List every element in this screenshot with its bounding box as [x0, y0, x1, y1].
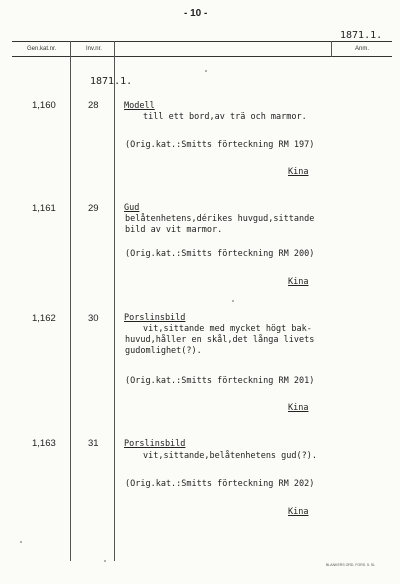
entry-origin: Kina [288, 507, 309, 517]
entry-origin: Kina [288, 403, 309, 413]
gen-kat-number: 1,162 [32, 313, 56, 324]
printer-footer: BLANKERS ORD. FORS. 5. SL [326, 563, 376, 567]
inv-number: 28 [88, 100, 99, 111]
entry-reference: (Orig.kat.:Smitts förteckning RM 201) [125, 376, 315, 386]
speck [232, 300, 234, 302]
entry-reference: (Orig.kat.:Smitts förteckning RM 202) [125, 479, 315, 489]
speck [205, 70, 207, 72]
gen-kat-number: 1,160 [32, 100, 56, 111]
entry-title: Gud [124, 203, 140, 213]
entry-description-line: till ett bord,av trä och marmor. [143, 112, 307, 122]
entry-title: Porslinsbild [124, 313, 186, 323]
page-number: - 10 - [184, 8, 208, 19]
gen-kat-number: 1,163 [32, 438, 56, 449]
entry-reference: (Orig.kat.:Smitts förteckning RM 197) [125, 140, 315, 150]
speck [20, 541, 22, 543]
inv-number: 31 [88, 438, 99, 449]
entry-description-line: belåtenhetens,dérikes huvgud,sittande [125, 214, 315, 224]
entry-description-line: gudomlighet(?). [125, 346, 202, 356]
entry-title: Modell [124, 101, 155, 111]
entry-origin: Kina [288, 167, 309, 177]
entry-description-line: vit,sittande,belåtenhetens gud(?). [143, 451, 317, 461]
col-header-gen-kat: Gen.kat.nr. [27, 46, 57, 52]
col-header-anm: Anm. [355, 46, 370, 52]
inv-number: 30 [88, 313, 99, 324]
year-header: 1871.1. [340, 30, 383, 41]
col-header-inv: Inv.nr. [86, 46, 102, 52]
col-divider-2 [114, 41, 115, 561]
section-year: 1871.1. [90, 76, 133, 87]
entry-description-line: bild av vit marmor. [125, 225, 223, 235]
entry-origin: Kina [288, 277, 309, 287]
col-divider-1 [70, 41, 71, 561]
gen-kat-number: 1,161 [32, 203, 56, 214]
entry-description-line: vit,sittande med mycket högt bak- [143, 324, 312, 334]
header-top-rule [12, 41, 392, 42]
entry-reference: (Orig.kat.:Smitts förteckning RM 200) [125, 249, 315, 259]
entry-description-line: huvud,håller en skål,det långa livets [125, 335, 315, 345]
entry-title: Porslinsbild [124, 439, 186, 449]
col-divider-3 [331, 41, 332, 57]
inv-number: 29 [88, 203, 99, 214]
speck [104, 560, 106, 562]
header-bottom-rule [12, 56, 392, 57]
